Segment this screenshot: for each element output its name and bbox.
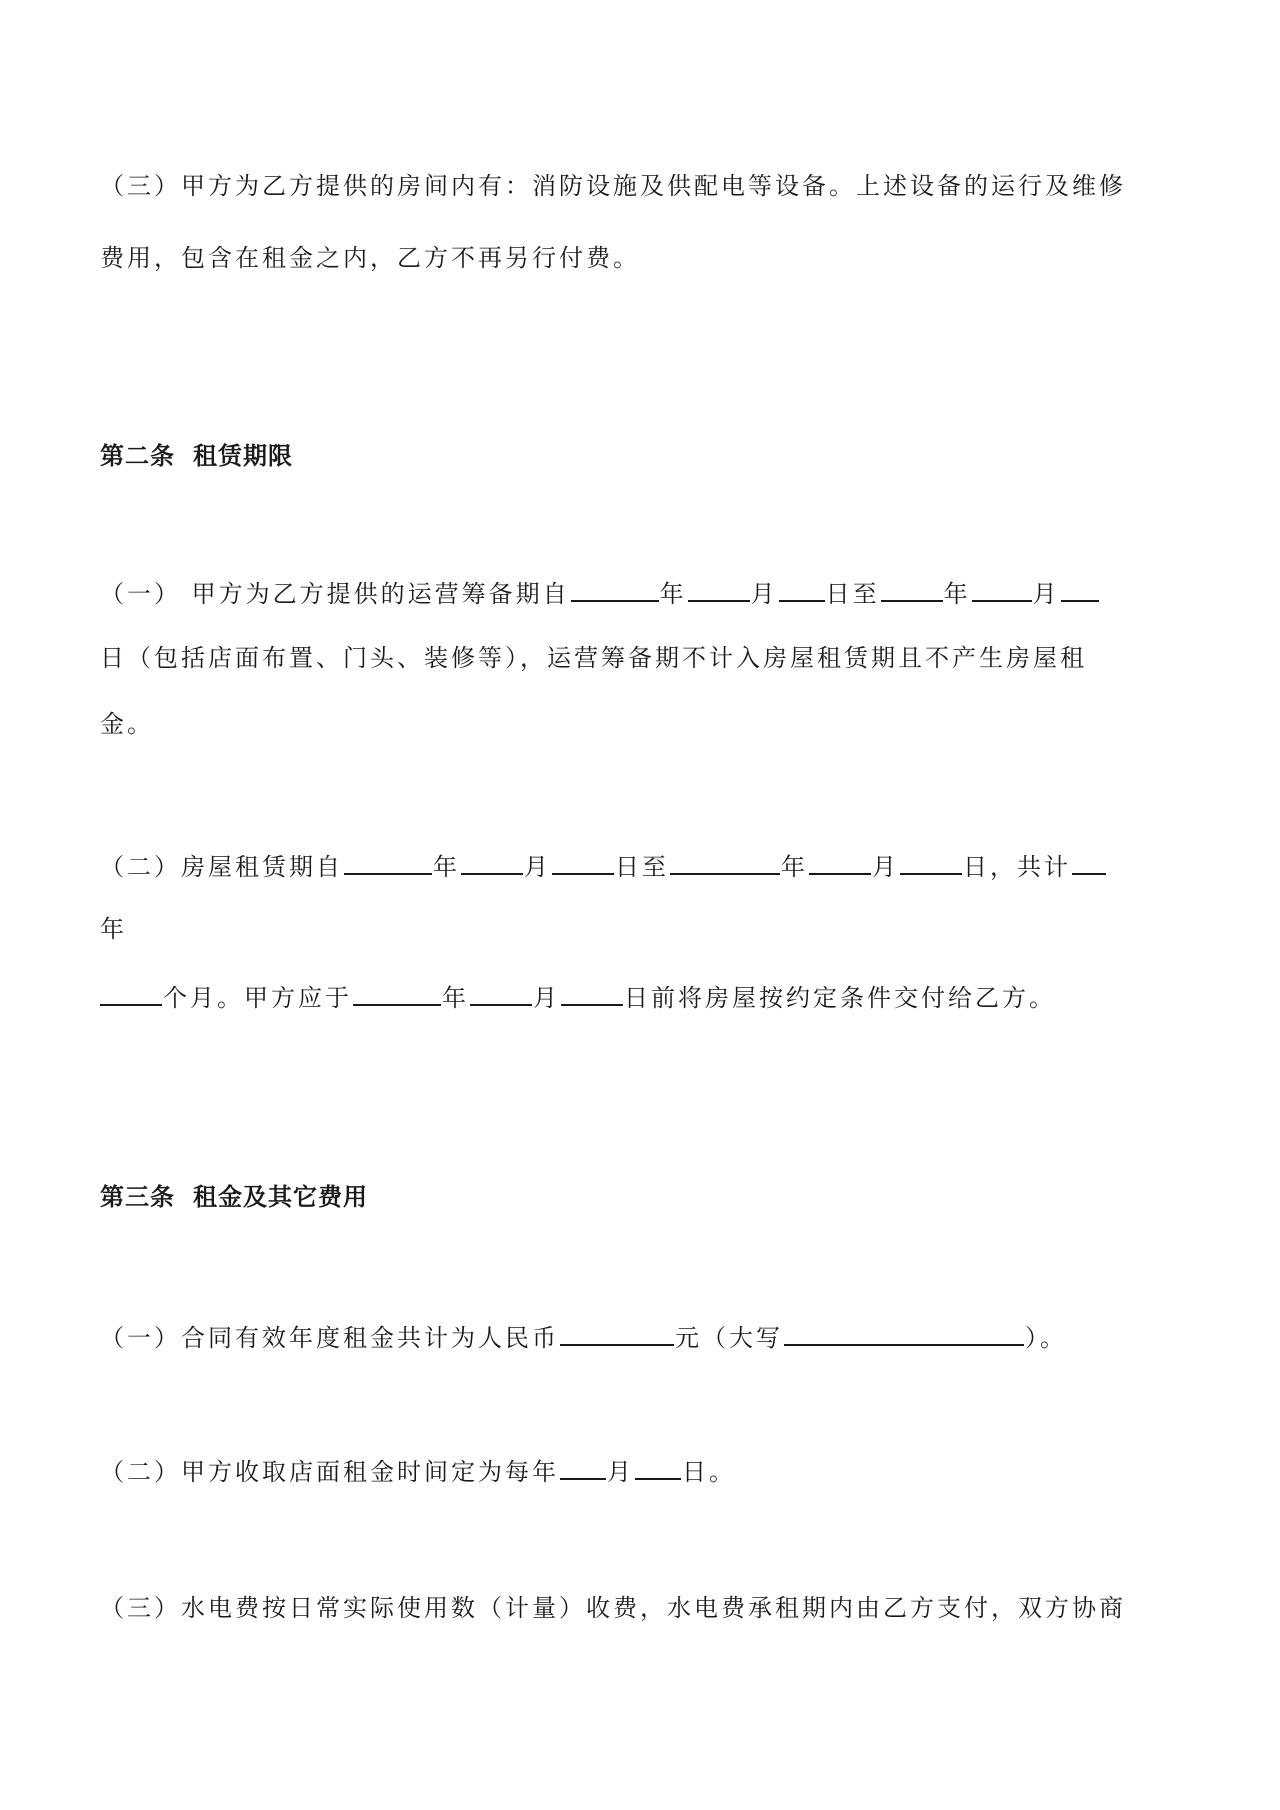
clause-3-1-prefix: （一）合同有效年度租金共计为人民币 — [100, 1324, 559, 1352]
month-label: 月 — [1032, 580, 1060, 608]
section-2-number: 第二条 — [100, 442, 175, 470]
blank-lease-start-month[interactable] — [461, 851, 523, 875]
year-label: 年 — [781, 853, 808, 881]
day-total-label: 日，共计 — [963, 853, 1071, 881]
section-2-title: 租赁期限 — [193, 442, 293, 470]
handover-text: 日前将房屋按约定条件交付给乙方。 — [624, 984, 1056, 1012]
blank-start-month[interactable] — [688, 578, 750, 602]
clause-1-3-line-2: 费用，包含在租金之内，乙方不再另行付费。 — [100, 244, 640, 272]
blank-handover-day[interactable] — [561, 982, 623, 1006]
section-3-heading — [100, 1182, 368, 1212]
clause-2-2-line-3 — [100, 982, 1056, 1013]
blank-lease-end-year[interactable] — [670, 851, 780, 875]
year-label: 年 — [442, 984, 469, 1012]
blank-rent-day[interactable] — [635, 1456, 681, 1480]
section-3-title: 租金及其它费用 — [193, 1183, 368, 1211]
blank-lease-start-year[interactable] — [344, 851, 432, 875]
clause-2-1-line-2: 日（包括店面布置、门头、装修等），运营筹备期不计入房屋租赁期且不产生房屋租 — [100, 644, 1087, 672]
clause-2-1-prefix: （一） 甲方为乙方提供的运营筹备期自 — [100, 580, 570, 608]
blank-lease-end-day[interactable] — [900, 851, 962, 875]
day-to-label: 日至 — [615, 853, 669, 881]
blank-rent-month[interactable] — [560, 1456, 606, 1480]
month-label: 月 — [607, 1458, 634, 1486]
blank-end-day[interactable] — [1061, 578, 1099, 602]
clause-2-2-line-2: 年 — [100, 915, 127, 943]
blank-lease-start-day[interactable] — [552, 851, 614, 875]
blank-end-month[interactable] — [972, 578, 1032, 602]
section-2-heading — [100, 441, 293, 471]
blank-handover-month[interactable] — [470, 982, 532, 1006]
clause-2-2-prefix: （二）房屋租赁期自 — [100, 853, 343, 881]
clause-3-1-suffix: ）。 — [1025, 1324, 1067, 1352]
clause-3-1-line — [100, 1322, 1067, 1353]
section-3-number: 第三条 — [100, 1183, 175, 1211]
month-label: 月 — [524, 853, 551, 881]
blank-rent-amount[interactable] — [560, 1322, 674, 1346]
blank-lease-end-month[interactable] — [809, 851, 871, 875]
day-to-label: 日至 — [825, 580, 880, 608]
clause-3-1-mid: 元（大写 — [675, 1324, 783, 1352]
blank-end-year[interactable] — [881, 578, 943, 602]
month-label: 月 — [750, 580, 778, 608]
clause-3-2-line — [100, 1456, 736, 1487]
year-label: 年 — [943, 580, 971, 608]
clause-3-2-prefix: （二）甲方收取店面租金时间定为每年 — [100, 1458, 559, 1486]
clause-1-3-line-1: （三）甲方为乙方提供的房间内有：消防设施及供配电等设备。上述设备的运行及维修 — [100, 172, 1126, 200]
blank-handover-year[interactable] — [353, 982, 441, 1006]
blank-rent-amount-words[interactable] — [784, 1322, 1024, 1346]
clause-2-1-line-3: 金。 — [100, 710, 154, 738]
clause-2-2-line-1 — [100, 851, 1107, 882]
month-label: 月 — [533, 984, 560, 1012]
day-label: 日。 — [682, 1458, 736, 1486]
year-label: 年 — [433, 853, 460, 881]
blank-start-year[interactable] — [571, 578, 659, 602]
blank-start-day[interactable] — [779, 578, 825, 602]
clause-3-3-line: （三）水电费按日常实际使用数（计量）收费，水电费承租期内由乙方支付，双方协商 — [100, 1594, 1126, 1622]
blank-total-years[interactable] — [1072, 851, 1106, 875]
months-suffix: 个月。甲方应于 — [163, 984, 352, 1012]
clause-2-1-line-1 — [100, 578, 1100, 609]
blank-total-months[interactable] — [100, 982, 162, 1006]
year-label: 年 — [659, 580, 687, 608]
month-label: 月 — [872, 853, 899, 881]
